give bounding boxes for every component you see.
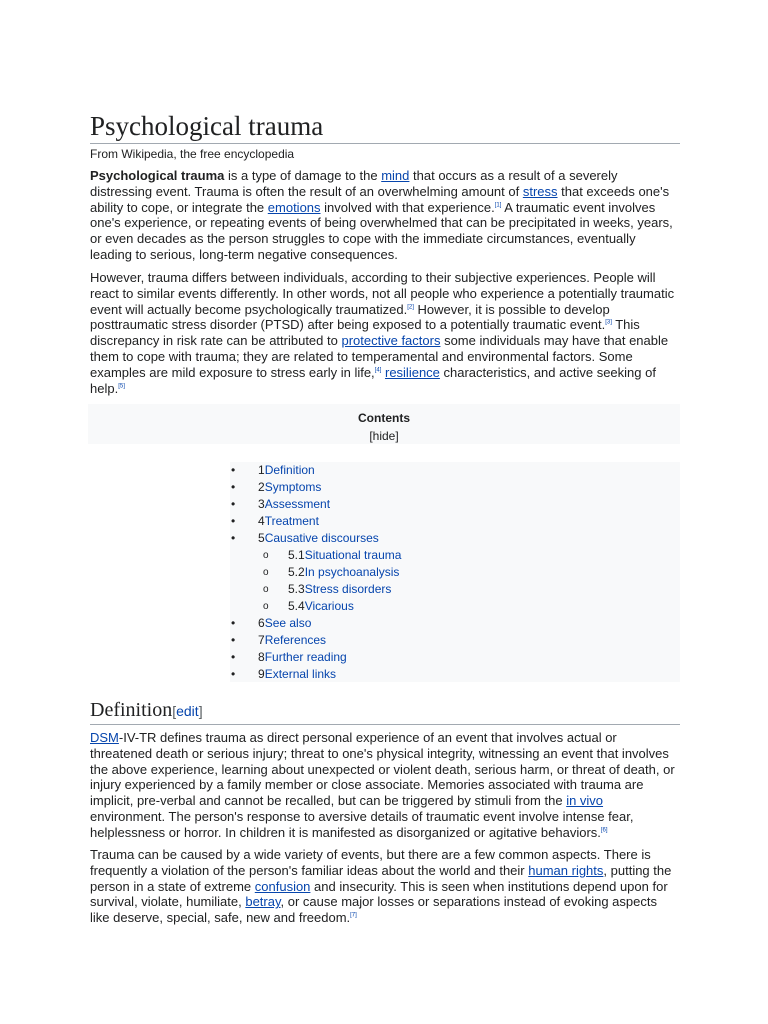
citation-6[interactable]: [6]	[600, 827, 608, 834]
page-title: Psychological trauma	[90, 110, 680, 144]
intro-paragraph-2: However, trauma differs between individuals, according to their subjective experiences. People will react to similar events differently. In other words, not all people who experience a potentially traumatic event will actually become psychologically traumatized.[2] However, it is possible to develop posttraumatic stress disorder (PTSD) after being exposed to a potentially traumatic event.[3] This discrepancy in risk rate can be attributed to protective factors some individuals may have that enable them to cope with trauma; they are related to temperamental and environmental factors. Some examples are mild exposure to stress early in life,[4] resilience characteristics, and active seeking of help.[5]	[90, 270, 675, 396]
toc-item-external-links[interactable]: • 9External links	[230, 666, 680, 683]
link-dsm[interactable]: DSM	[90, 730, 119, 745]
link-in-vivo[interactable]: in vivo	[566, 793, 604, 809]
citation-7[interactable]: [7]	[350, 912, 357, 919]
toc-item-in-psychoanalysis[interactable]: o 5.2In psychoanalysis	[230, 564, 680, 581]
toc-item-situational-trauma[interactable]: o 5.1Situational trauma	[230, 547, 680, 564]
toc-item-causative-discourses[interactable]: • 5Causative discourses	[230, 530, 680, 547]
link-human-rights[interactable]: human rights	[528, 862, 604, 878]
link-confusion[interactable]: confusion	[254, 878, 311, 894]
intro-paragraph-1: Psychological trauma is a type of damage to the mind that occurs as a result of a severely distressing event. Trauma is often the result of an overwhelming amount of stress that exceeds one's ability to cope, or integrate the emotions involved with that experience.[1] A traumatic event involves one's experience, or repeating events of being overwhelmed that can be precipitated in weeks, years, or even decades as the person struggles to cope with the immediate circumstances, eventually leading to serious, long-term negative consequences.	[90, 168, 673, 262]
toc-hide-toggle[interactable]: [hide]	[369, 429, 399, 443]
link-stress[interactable]: stress	[522, 183, 558, 199]
link-resilience[interactable]: resilience	[384, 364, 440, 380]
bold-term: Psychological trauma	[90, 168, 225, 183]
citation-1[interactable]: [1]	[494, 202, 502, 209]
toc-item-references[interactable]: • 7References	[230, 632, 680, 649]
toc-item-definition[interactable]: • 1Definition	[230, 462, 680, 479]
toc-title: Contents	[358, 411, 410, 425]
link-mind[interactable]: mind	[381, 168, 410, 183]
citation-4[interactable]: [4]	[374, 367, 382, 374]
toc-header	[88, 404, 680, 444]
toc-list	[230, 462, 680, 683]
citation-5[interactable]: [5]	[118, 383, 125, 390]
toc-item-further-reading[interactable]: • 8Further reading	[230, 649, 680, 666]
toc-item-see-also[interactable]: • 6See also	[230, 615, 680, 632]
citation-3[interactable]: [3]	[605, 320, 612, 327]
toc-item-vicarious[interactable]: o 5.4Vicarious	[230, 598, 680, 615]
site-tagline: From Wikipedia, the free encyclopedia	[90, 147, 295, 161]
toc-item-assessment[interactable]: • 3Assessment	[230, 496, 680, 513]
definition-paragraph-2: Trauma can be caused by a wide variety of events, but there are a few common aspects. There is frequently a violation of the person's familiar ideas about the world and their human rights, putting the person in a state of extreme confusion and insecurity. This is seen when institutions depend upon for survival, violate, humiliate, betray, or cause major losses or separations instead of evoking aspects like deserve, special, safe, new and freedom.[7]	[90, 847, 672, 926]
citation-2[interactable]: [2]	[407, 304, 414, 311]
section-heading-definition: Definition[edit]	[90, 698, 680, 725]
definition-paragraph-1: DSM-IV-TR defines trauma as direct personal experience of an event that involves actual or threatened death or serious injury; threat to one's physical integrity, witnessing an event that involves the above experience, learning about unexpected or violent death, serious harm, or threat of death, or injury experienced by a family member or close associate. Memories associated with trauma are implicit, pre-verbal and cannot be recalled, but can be triggered by stimuli from the in vivo environment. The person's response to aversive details of traumatic event involve intense fear, helplessness or horror. In children it is manifested as disorganized or agitative behaviors.[6]	[90, 730, 675, 840]
link-emotions[interactable]: emotions	[267, 199, 321, 215]
edit-section-link[interactable]: edit	[176, 703, 199, 719]
toc-item-treatment[interactable]: • 4Treatment	[230, 513, 680, 530]
link-betray[interactable]: betray	[245, 894, 281, 910]
toc-item-symptoms[interactable]: • 2Symptoms	[230, 479, 680, 496]
link-protective-factors[interactable]: protective factors	[341, 333, 441, 349]
toc-item-stress-disorders[interactable]: o 5.3Stress disorders	[230, 581, 680, 598]
table-of-contents	[230, 462, 680, 682]
